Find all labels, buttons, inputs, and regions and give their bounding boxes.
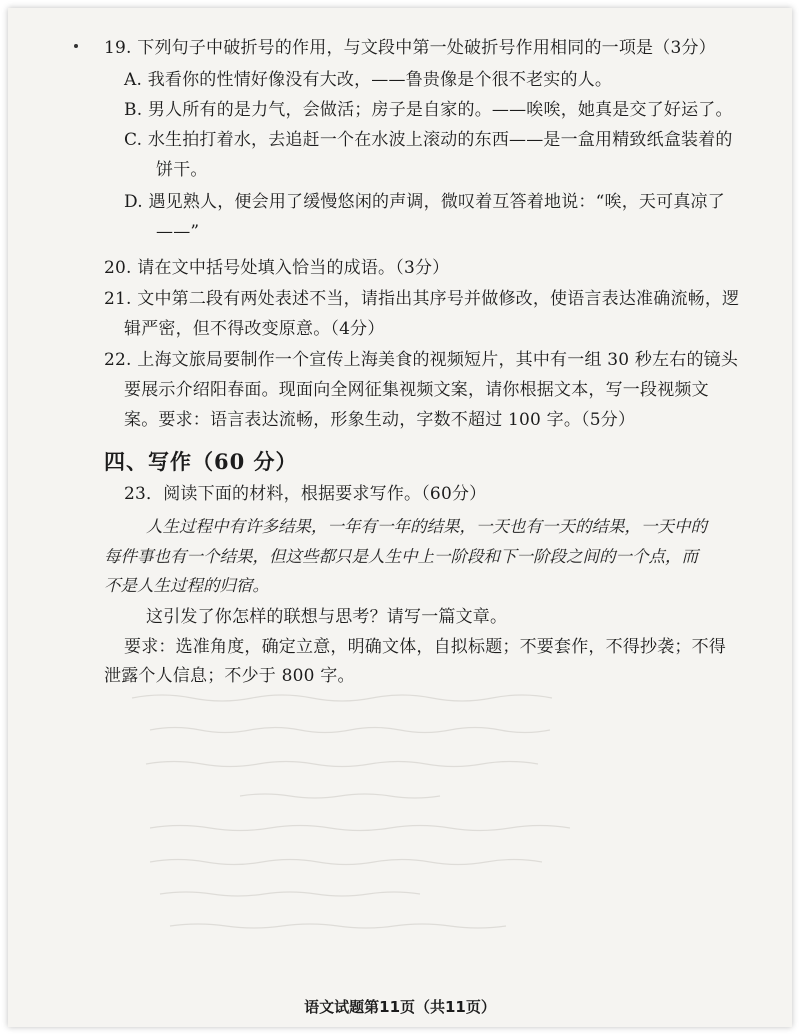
q19-option-d-cont: ——”	[156, 222, 200, 242]
q23-requirement-line2: 泄露个人信息；不少于 800 字。	[104, 666, 355, 686]
page-footer: 语文试题第11页（共11页）	[304, 998, 496, 1016]
q19-option-d	[124, 190, 754, 214]
q21-line1: 21. 文中第二段有两处表述不当，请指出其序号并做修改，使语言表达准确流畅，逻	[104, 289, 740, 309]
q23-prompt: 这引发了你怎样的联想与思考？请写一篇文章。	[146, 607, 508, 627]
stray-mark	[74, 44, 78, 48]
q23-stem: 23．阅读下面的材料，根据要求写作。（60分）	[124, 484, 487, 504]
option-label: D.	[124, 192, 143, 212]
q19-option-c-cont: 饼干。	[156, 160, 208, 180]
option-text: 男人所有的是力气，会做活；房子是自家的。——唉唉，她真是交了好运了。	[147, 100, 733, 120]
q19-option-b	[124, 98, 754, 122]
option-label: B.	[124, 100, 143, 120]
q19-stem: 19. 下列句子中破折号的作用，与文段中第一处破折号作用相同的一项是（3分）	[104, 38, 716, 58]
q23-material-line1: 人生过程中有许多结果，一年有一年的结果，一天也有一天的结果，一天中的	[146, 517, 707, 536]
section-title: 四、写作（60 分）	[104, 449, 298, 474]
q22-line3: 案。要求：语言表达流畅，形象生动，字数不超过 100 字。（5分）	[124, 410, 636, 430]
q20: 20. 请在文中括号处填入恰当的成语。（3分）	[104, 258, 450, 278]
q19-option-a	[124, 68, 754, 92]
q23-material-line2: 每件事也有一个结果，但这些都只是人生中上一阶段和下一阶段之间的一个点，而	[104, 547, 698, 566]
option-label: C.	[124, 130, 143, 150]
option-text: 水生拍打着水，去追赶一个在水波上滚动的东西——是一盒用精致纸盒装着的	[147, 130, 733, 150]
q23-requirement-line1: 要求：选准角度，确定立意，明确文体，自拟标题；不要套作，不得抄袭；不得	[124, 637, 726, 657]
q19-option-c	[124, 128, 754, 152]
q22-line2: 要展示介绍阳春面。现面向全网征集视频文案，请你根据文本，写一段视频文	[124, 380, 709, 400]
q21-line2: 辑严密，但不得改变原意。（4分）	[124, 319, 385, 339]
option-text: 遇见熟人，便会用了缓慢悠闲的声调，微叹着互答着地说：“唉，天可真凉了	[148, 192, 725, 212]
q23-material-line3: 不是人生过程的归宿。	[104, 576, 269, 595]
option-label: A.	[124, 70, 143, 90]
q22-line1: 22. 上海文旅局要制作一个宣传上海美食的视频短片，其中有一组 30 秒左右的镜头	[104, 350, 739, 370]
option-text: 我看你的性情好像没有大改，——鲁贵像是个很不老实的人。	[147, 70, 613, 90]
